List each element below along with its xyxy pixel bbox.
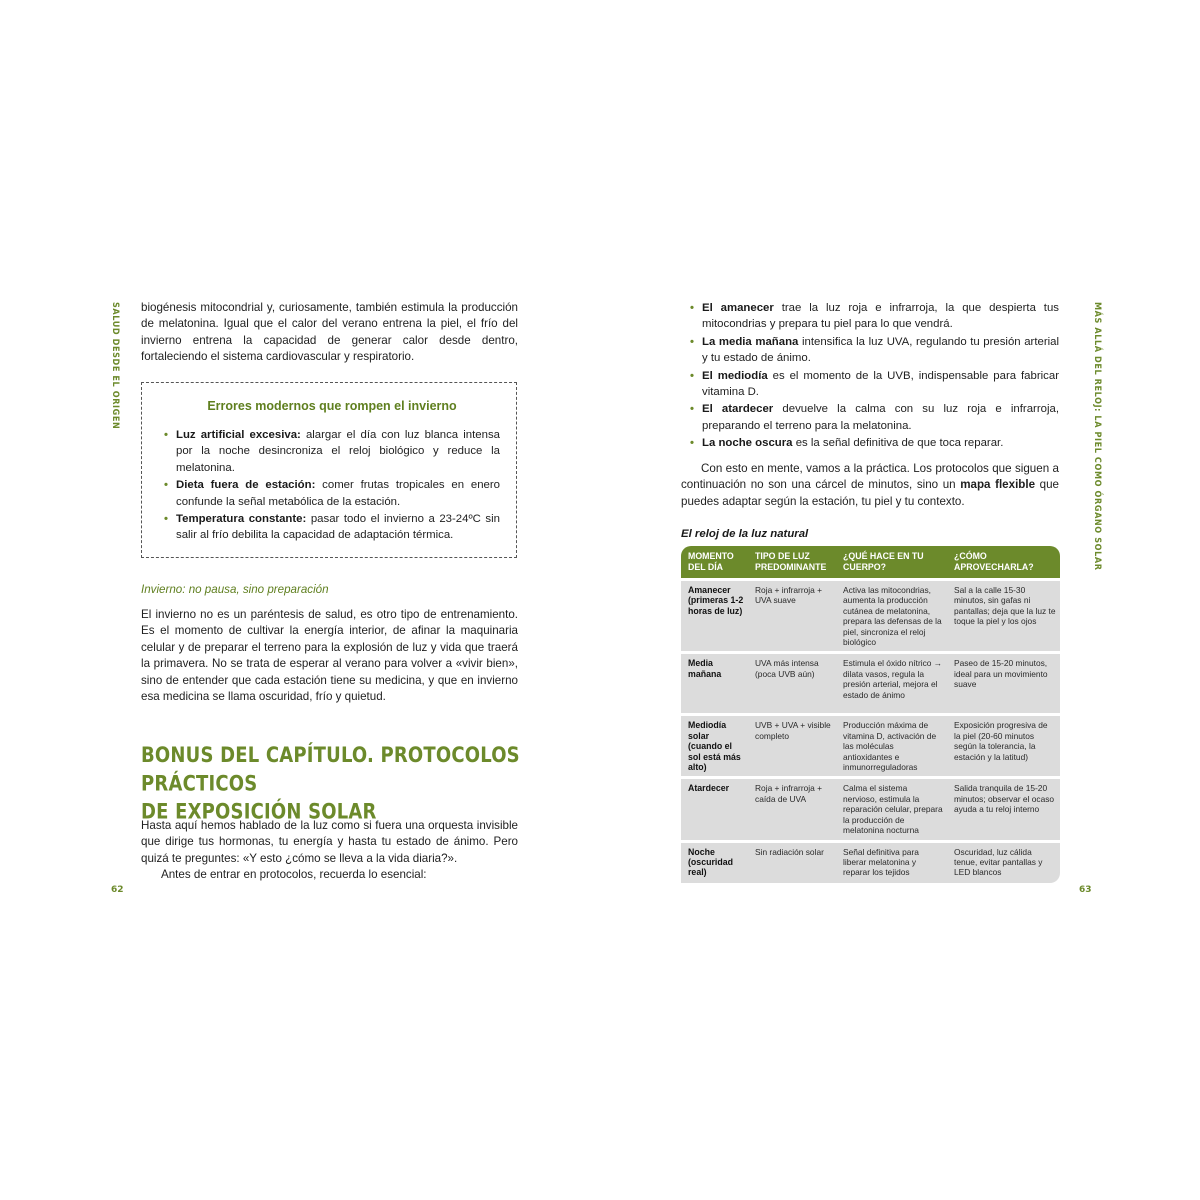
list-item: • El amanecer trae la luz roja e infrarroja, la que despierta tus mitocondrias y prepara tu piel para lo que vendrá. [690,300,1059,333]
table-cell: Roja + infrarroja + UVA suave [748,581,836,651]
column-header: MOMENTO DEL DÍA [681,546,748,578]
table-cell: Sal a la calle 15-30 minutos, sin gafas ni pantallas; deja que la luz te toque la piel y los ojos [947,581,1060,651]
table-cell: Salida tranquila de 15-20 minutos; observar el ocaso ayuda a tu reloj interno [947,779,1060,839]
practice-section [681,461,1059,510]
table-cell: Calma el sistema nervioso, estimula la reparación celular, prepara la producción de melatonina nocturna [836,779,947,839]
table-row [681,779,1060,839]
column-header: ¿QUÉ HACE EN TU CUERPO? [836,546,947,578]
column-header: ¿CÓMO APROVECHARLA? [947,546,1060,578]
table-cell: Roja + infrarroja + caída de UVA [748,779,836,839]
list-item: • Temperatura constante: pasar todo el invierno a 23-24ºC sin salir al frío debilita la capacidad de adaptación térmica. [164,511,500,544]
winter-paragraph: El invierno no es un paréntesis de salud, es otro tipo de entrenamiento. Es el momento de cultivar la energía interior, de afinar la maquinaria celular y de preparar el terreno para la explosión de luz y vida que traerá la primavera. No se trata de esperar al verano para volver a «vivir bien», sino de entender que cada estación tiene su medicina, y que en invierno esa medicina se llama oscuridad, frío y quietud. [141,608,518,704]
page-number-right: 63 [1079,885,1092,895]
list-item: • Dieta fuera de estación: comer frutas tropicales en enero confunde la señal metabólica de la estación. [164,477,500,510]
bonus-heading-line2: DE EXPOSICIÓN SOLAR [141,798,377,824]
left-intro [141,300,518,366]
table-cell: Oscuridad, luz cálida tenue, evitar pantallas y LED blancos [947,843,1060,883]
table-cell: Exposición progresiva de la piel (20-60 minutos según la tolerancia, la estación y la latitud) [947,716,1060,776]
table-cell: Amanecer (primeras 1-2 horas de luz) [681,581,748,651]
bonus-paragraph-2: Antes de entrar en protocolos, recuerda lo esencial: [161,868,427,882]
practice-paragraph: Con esto en mente, vamos a la práctica. Los protocolos que siguen a continuación no son una cárcel de minutos, sino un mapa flexible que puedes adaptar según la estación, tu piel y tu contexto. [681,462,1059,508]
bonus-heading-line1: BONUS DEL CAPÍTULO. PROTOCOLOS PRÁCTICOS [141,742,520,796]
table-cell: Media mañana [681,654,748,713]
winter-section [141,607,518,705]
intro-paragraph: biogénesis mitocondrial y, curiosamente, también estimula la producción de melatonina. Igual que el calor del verano entrena la piel, el frío del invierno entrena la capacidad de generar calor desde dentro, fortaleciendo el sistema cardiovascular y respiratorio. [141,301,518,364]
list-item: • El mediodía es el momento de la UVB, indispensable para fabricar vitamina D. [690,368,1059,401]
box-list [164,427,500,544]
table-cell: UVA más intensa (poca UVB aún) [748,654,836,713]
running-head-right: MÁS ALLÁ DEL RELOJ: LA PIEL COMO ÓRGANO SOLAR [1092,302,1102,571]
page-number-left: 62 [111,885,124,895]
bonus-heading [141,741,521,826]
table-cell: Activa las mitocondrias, aumenta la producción cutánea de melatonina, prepara las defensas de la piel, sincroniza el reloj biológico [836,581,947,651]
table-row [681,581,1060,651]
table-cell: Producción máxima de vitamina D, activación de las moléculas antioxidantes e inmunorreguladoras [836,716,947,776]
bonus-paragraph: Hasta aquí hemos hablado de la luz como si fuera una orquesta invisible que dirige tus hormonas, tu energía y hasta tu estado de ánimo. Pero quizá te preguntes: «Y esto ¿cómo se lleva a la vida diaria?». [141,819,518,865]
winter-subheading: Invierno: no pausa, sino preparación [141,583,329,596]
table-cell: Paseo de 15-20 minutos, ideal para un movimiento suave [947,654,1060,713]
table-row [681,843,1060,883]
table-cell: Sin radiación solar [748,843,836,883]
table-cell: Noche (oscuridad real) [681,843,748,883]
table-cell: Señal definitiva para liberar melatonina y reparar los tejidos [836,843,947,883]
bonus-section [141,818,518,884]
column-header: TIPO DE LUZ PREDOMINANTE [748,546,836,578]
table-cell: Atardecer [681,779,748,839]
box-title: Errores modernos que rompen el invierno [207,399,457,413]
table-header-row [681,546,1060,578]
errors-box [141,382,517,558]
table-title: El reloj de la luz natural [681,528,809,540]
running-head-left: SALUD DESDE EL ORIGEN [110,302,120,430]
list-item: • La noche oscura es la señal definitiva de que toca reparar. [690,435,1059,451]
light-table-wrap [681,543,1060,886]
table-cell: Mediodía solar (cuando el sol está más alto) [681,716,748,776]
table-row [681,716,1060,776]
list-item: • El atardecer devuelve la calma con su luz roja e infrarroja, preparando el terreno para la melatonina. [690,401,1059,434]
table-cell: Estimula el óxido nítrico → dilata vasos, regula la presión arterial, mejora el estado de ánimo [836,654,947,713]
light-clock-table [681,543,1060,886]
list-item: • Luz artificial excesiva: alargar el día con luz blanca intensa por la noche desincroniza el reloj biológico y reduce la melatonina. [164,427,500,476]
list-item: • La media mañana intensifica la luz UVA, regulando tu presión arterial y tu estado de ánimo. [690,334,1059,367]
light-moments-list [690,300,1059,453]
table-cell: UVB + UVA + visible completo [748,716,836,776]
table-row [681,654,1060,713]
